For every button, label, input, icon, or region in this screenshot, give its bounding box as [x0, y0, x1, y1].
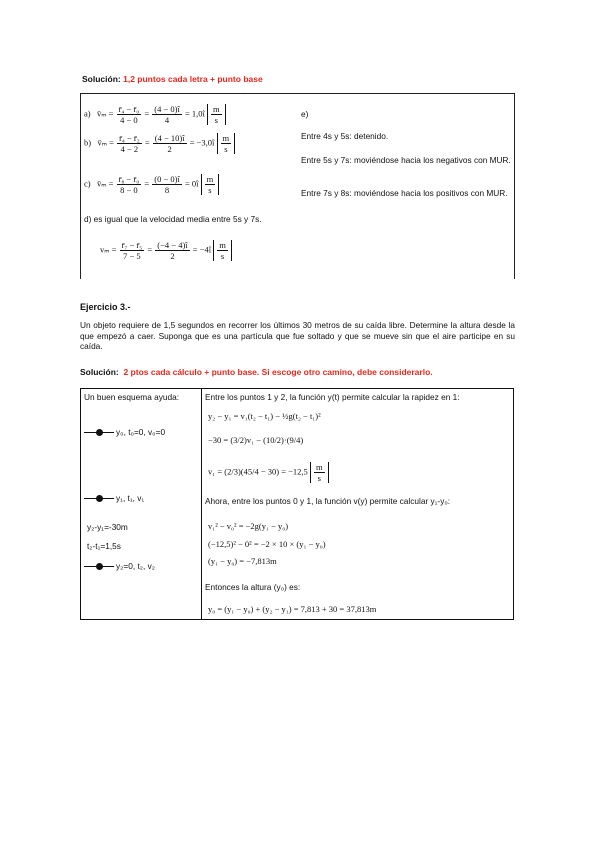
solution-2-points: 2 ptos cada cálculo + punto base. Si escoge otro camino, debe considerarlo.: [123, 367, 433, 377]
part-a-label: a): [84, 108, 91, 119]
part-b-unit-num: m: [222, 133, 230, 143]
part-c-den1: 8 − 0: [120, 185, 138, 195]
point-2-label: y₂=0, t₂, v₂: [116, 561, 155, 571]
part-a-num1: r̄₄ − r̄₀: [118, 104, 140, 114]
equation-1: y₂ − y₁ = v₁(t₂ − t₁) − ½g(t₂ − t₁)²: [208, 411, 321, 421]
part-b-label: b): [84, 137, 92, 148]
part-b-equation: b) v̄ₘ = $\frac{\text{r̄₄ − r̄₂}}{4 - 2}$ = $\frac{(4 - 10)î}{2}$ = −3,0î $\frac{m}{s}$: [84, 133, 235, 154]
part-d-unit-num: m: [219, 240, 226, 250]
part-d-num2: (−4 − 4)î: [157, 240, 188, 250]
part-c-equation: c) v̄ₘ = $\frac{\text{r̄₈ − r̄₀}}{8 - 0}$ = $\frac{(0 - 0)î}{8}$ = 0î $\frac{m}{s}$: [84, 174, 219, 195]
equation-5: (−12,5)² − 0² = −2 × 10 × (y₁ − y₀): [208, 539, 326, 549]
solution-heading-2: [80, 367, 433, 377]
part-c-den2: 8: [164, 185, 170, 195]
part-a-unit-den: s: [214, 115, 218, 125]
diagram-cell: [81, 389, 202, 620]
part-b-result: = −3,0î: [189, 137, 215, 148]
part-d-den2: 2: [170, 251, 175, 261]
part-c-num1: r̄₈ − r̄₀: [118, 174, 140, 184]
solution-points: 1,2 puntos cada letra + punto base: [123, 74, 263, 84]
intro-1: Entre los puntos 1 y 2, la función y(t) permite calcular la rapidez en 1:: [205, 392, 460, 402]
equation-3: [208, 462, 329, 483]
part-e-line1: Entre 4s y 5s: detenido.: [301, 131, 389, 141]
point-1-dot: [96, 495, 103, 502]
part-c-lhs: v̄ₘ =: [96, 178, 114, 189]
part-c-num2: (0 − 0)î: [154, 174, 180, 184]
part-e-label: e): [301, 109, 309, 119]
part-b-num2: (4 − 10)î: [154, 133, 185, 143]
point-0-dot: [96, 429, 103, 436]
part-c-result: = 0î: [184, 178, 199, 189]
part-b-den1: 4 − 2: [120, 144, 139, 154]
part-c-unit-num: m: [206, 174, 214, 184]
solution-heading-1: [82, 74, 263, 84]
delta-y-label: y₂-y₁=-30m: [87, 522, 128, 532]
intro-2: Ahora, entre los puntos 0 y 1, la función v(y) permite calcular y₁-y₀:: [205, 496, 451, 506]
part-d-result: = −4î: [192, 244, 212, 255]
point-0-label: y₀, t₀=0, v₀=0: [116, 427, 166, 437]
part-a-num2: (4 − 0)î: [154, 104, 180, 114]
equation-2: −30 = (3/2)v₁ − (10/2)·(9/4): [208, 435, 304, 445]
equation-7: y₀ = (y₁ − y₀) + (y₂ − y₁) = 7,813 + 30 = 37,813m: [208, 604, 377, 614]
intro-3: Entonces la altura (y₀) es:: [205, 582, 301, 592]
part-d-text: d) es igual que la velocidad media entre 5s y 7s.: [84, 214, 262, 224]
part-e-line2: Entre 5s y 7s: moviéndose hacia los negativos con MUR.: [301, 155, 511, 165]
scheme-heading: Un buen esquema ayuda:: [84, 392, 180, 402]
part-c-label: c): [84, 178, 91, 189]
part-d-lhs: vₘ =: [100, 244, 117, 255]
part-c-unit-den: s: [208, 185, 212, 195]
equation-3-unit-den: s: [317, 473, 321, 483]
part-b-den2: 2: [167, 144, 172, 154]
part-b-num1: r̄₄ − r̄₂: [119, 133, 140, 143]
part-b-unit-den: s: [224, 144, 228, 154]
exercise-3-title: Ejercicio 3.-: [80, 302, 131, 312]
exercise-3-statement: Un objeto requiere de 1,5 segundos en recorrer los últimos 30 metros de su caída libre. Determine la altura desde la que empezó a caer. Suponga que es una partícula que fue soltado y que se mueve sin que el aire participe en su caída.: [80, 320, 515, 352]
part-b-lhs: v̄ₘ =: [97, 137, 114, 148]
part-a-lhs: v̄ₘ =: [96, 108, 114, 119]
part-a-den2: 4: [164, 115, 170, 125]
part-d-num1: r̄₇ − r̄₅: [121, 240, 143, 250]
part-a-den1: 4 − 0: [120, 115, 138, 125]
delta-t-label: t₂-t₁=1,5s: [87, 541, 121, 551]
part-d-unit-den: s: [220, 251, 225, 261]
point-1-label: y₁, t₁, v₁: [116, 493, 145, 503]
part-e-line3: Entre 7s y 8s: moviéndose hacia los positivos con MUR.: [301, 188, 508, 198]
part-a-unit-num: m: [213, 104, 220, 114]
equation-3-unit-num: m: [315, 462, 323, 472]
point-2-dot: [96, 563, 103, 570]
part-a-result: = 1,0î: [184, 108, 205, 119]
solution-label: Solución:: [82, 74, 121, 84]
solution-2-label: Solución:: [80, 367, 119, 377]
equation-6: (y₁ − y₀) = −7,813m: [208, 556, 277, 566]
part-d-equation: vₘ = $\frac{\text{r̄₇ − r̄₅}}{7 - 5}$ = $\frac{(-4 - 4)î}{2}$ = −4î $\frac{m}{s}$: [100, 240, 232, 261]
equation-4: v₁² − v₀² = −2g(y₁ − y₀): [208, 521, 289, 531]
equation-3-lhs: v₁ = (2/3)(45/4 − 30) = −12,5: [208, 466, 308, 477]
part-d-den1: 7 − 5: [123, 251, 141, 261]
part-a-equation: a) v̄ₘ = $\frac{\text{r̄₄ − r̄₀}}{4 - 0}$ = $\frac{(4 - 0)î}{4}$ = 1,0î $\frac{m}{s}$: [84, 104, 226, 125]
